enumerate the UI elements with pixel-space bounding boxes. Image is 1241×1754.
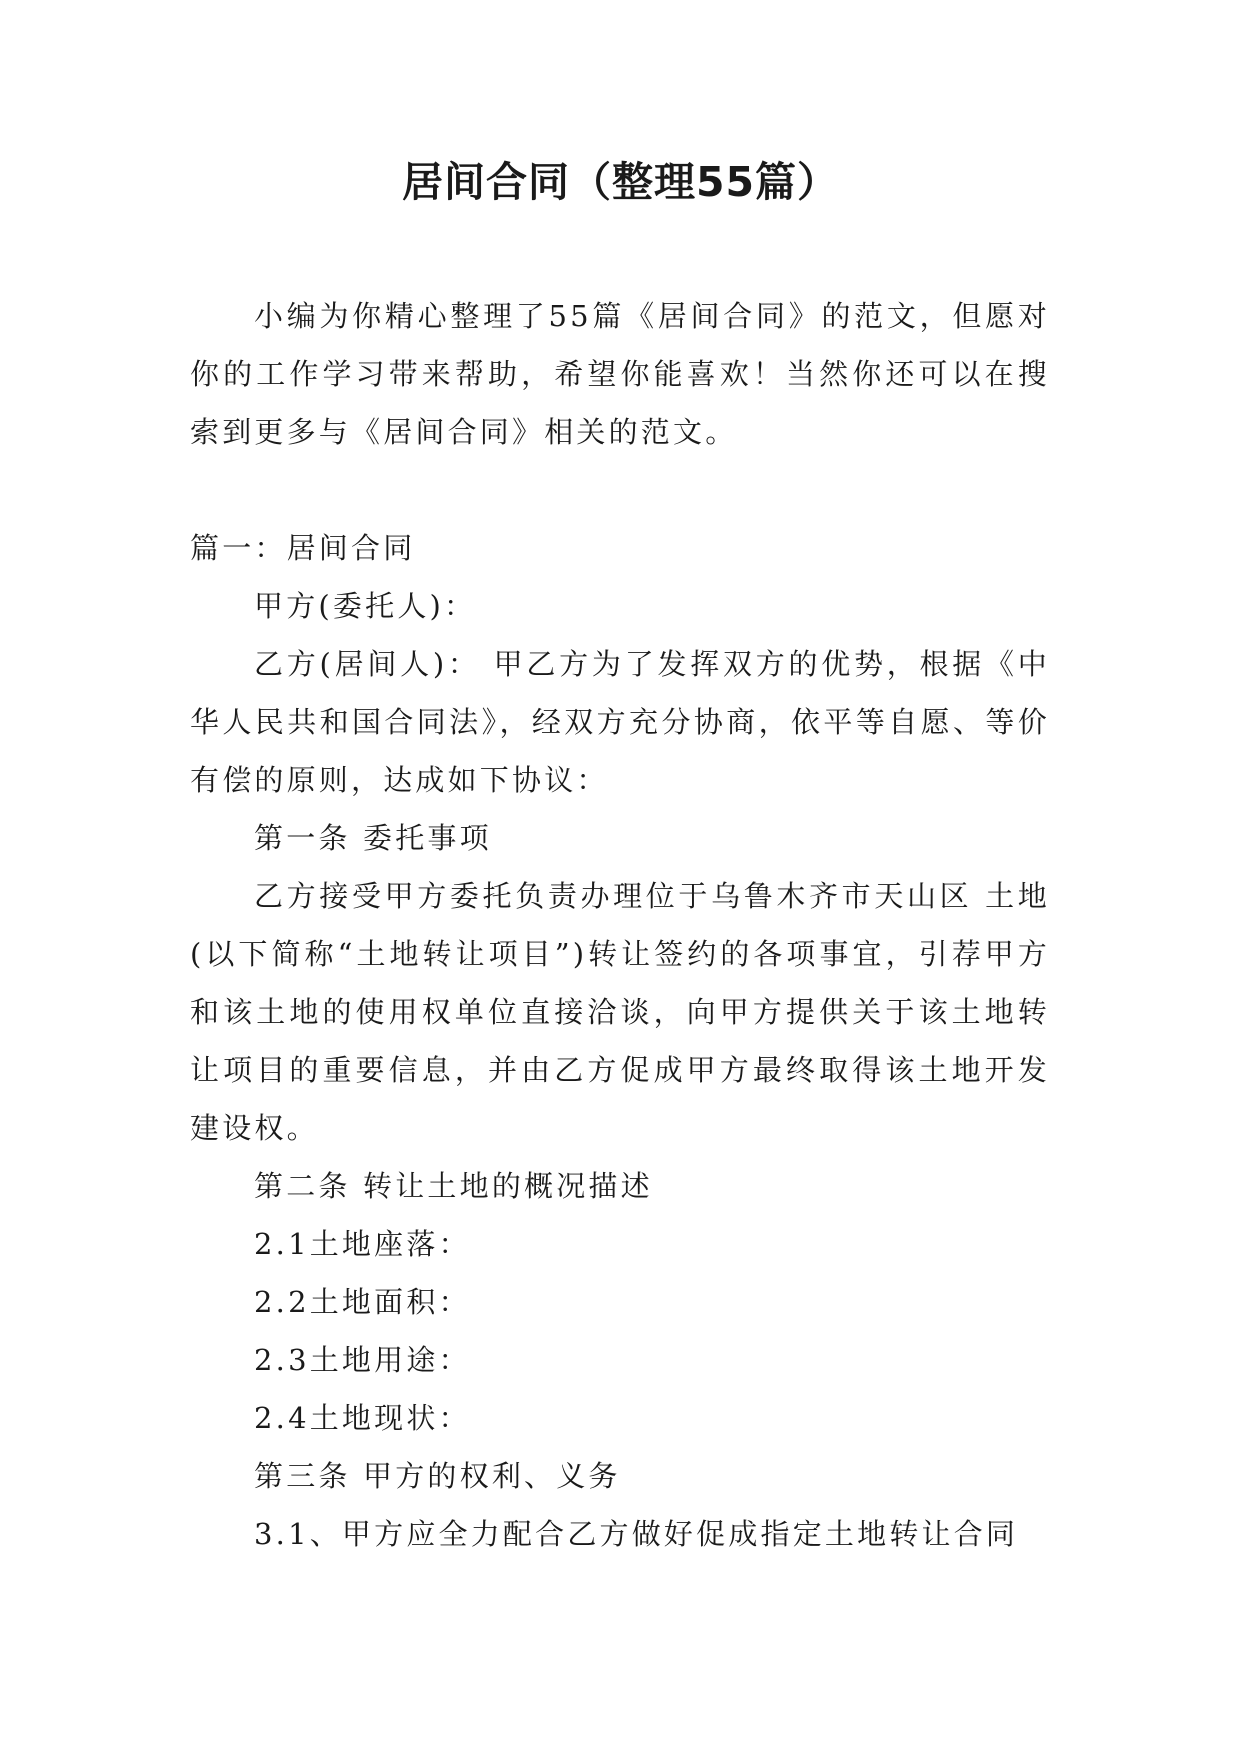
- item-2-4: 2.4土地现状：: [254, 1401, 471, 1435]
- document-body: [190, 287, 1050, 1563]
- section-heading: 篇一：居间合同: [190, 531, 416, 565]
- document-title: 居间合同（整理55篇）: [401, 158, 840, 206]
- item-3-1: 3.1、甲方应全力配合乙方做好促成指定土地转让合同: [254, 1517, 1019, 1551]
- article-3-heading: 第三条 甲方的权利、义务: [254, 1459, 621, 1493]
- party-b-paragraph: 乙方(居间人)： 甲乙方为了发挥双方的优势，根据《中华人民共和国合同法》，经双方充分协商，依平等自愿、等价有偿的原则，达成如下协议：: [190, 647, 1050, 797]
- article-2-heading: 第二条 转让土地的概况描述: [254, 1169, 653, 1203]
- item-2-2: 2.2土地面积：: [254, 1285, 471, 1319]
- item-2-1: 2.1土地座落：: [254, 1227, 471, 1261]
- item-2-3: 2.3土地用途：: [254, 1343, 471, 1377]
- article-1-heading: 第一条 委托事项: [254, 821, 492, 855]
- intro-paragraph: 小编为你精心整理了55篇《居间合同》的范文，但愿对你的工作学习带来帮助，希望你能喜欢！当然你还可以在搜索到更多与《居间合同》相关的范文。: [190, 299, 1050, 449]
- paragraph-gap: [190, 461, 1050, 519]
- party-a-line: 甲方(委托人)：: [254, 589, 477, 623]
- article-1-body: 乙方接受甲方委托负责办理位于乌鲁木齐市天山区 土地(以下简称“土地转让项目”)转让签约的各项事宜，引荐甲方和该土地的使用权单位直接洽谈，向甲方提供关于该土地转让项目的重要信息，并由乙方促成甲方最终取得该土地开发建设权。: [190, 879, 1050, 1145]
